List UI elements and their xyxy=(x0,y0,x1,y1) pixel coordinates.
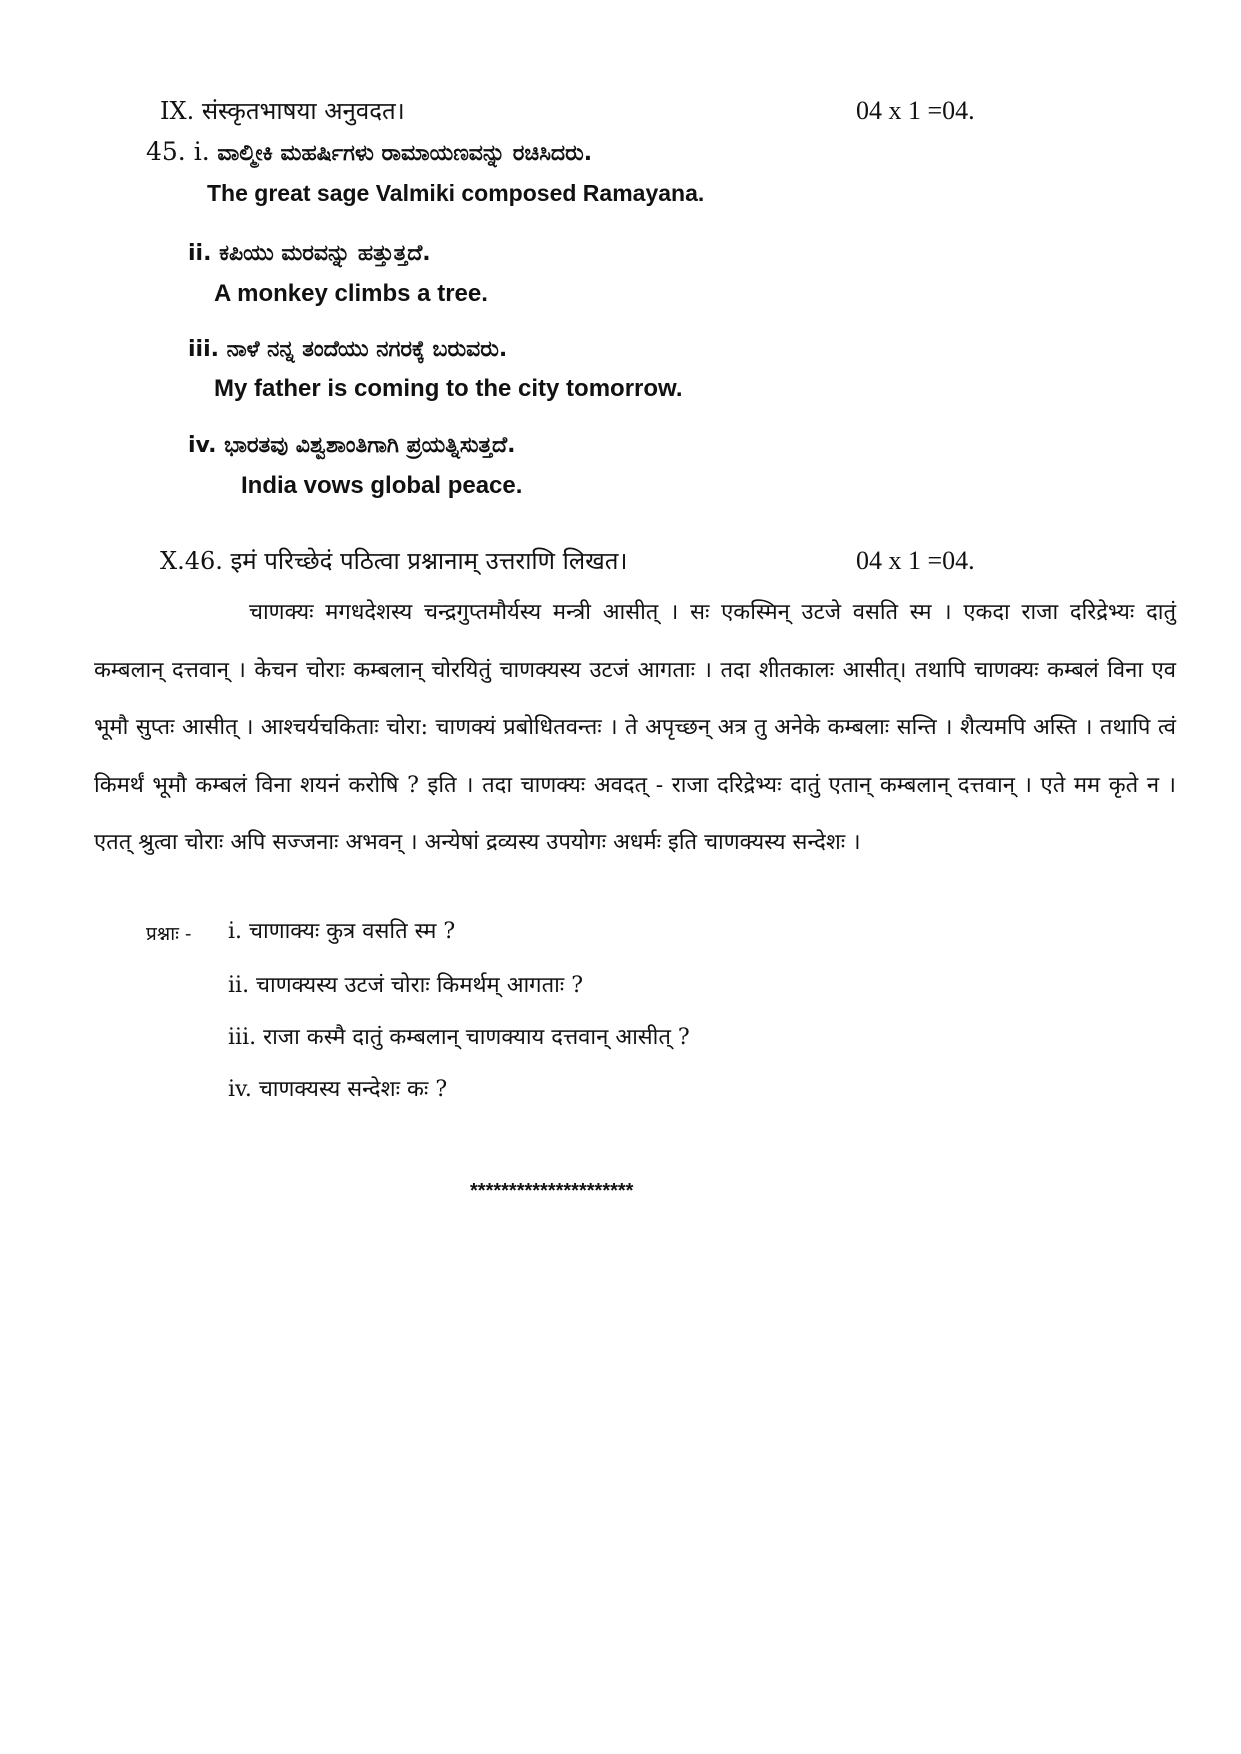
question-3: iii. राजा कस्मै दातुं कम्बलान् चाणक्याय दत्तवान् आसीत् ? xyxy=(228,1025,690,1050)
q45-item-3 xyxy=(188,334,507,366)
q45-item-2-english: A monkey climbs a tree. xyxy=(214,280,488,307)
q45-item-2 xyxy=(188,238,431,270)
section-x-heading: X.46. इमं परिच्छेदं पठित्वा प्रश्नानाम् उत्तराणि लिखत। xyxy=(160,547,628,575)
q45-item-1-english: The great sage Valmiki composed Ramayana. xyxy=(207,180,705,206)
section-ix-marks: 04 x 1 =04. xyxy=(856,96,975,125)
question-2: ii. चाणक्यस्य उटजं चोराः किमर्थम् आगताः ? xyxy=(228,973,584,998)
section-x-marks: 04 x 1 =04. xyxy=(856,546,975,575)
section-ix-heading: IX. संस्कृतभाषया अनुवदत। xyxy=(160,97,405,125)
q45-item-4-english: India vows global peace. xyxy=(241,472,523,499)
comprehension-passage: चाणक्यः मगधदेशस्य चन्द्रगुप्तमौर्यस्य मन्त्री आसीत् । सः एकस्मिन् उटजे वसति स्म । एकदा राजा दरिद्रेभ्यः दातुं कम्बलान् दत्तवान् । केचन चोराः कम्बलान् चोरयितुं चाणक्यस्य उटजं आगताः । तदा शीतकालः आसीत्। तथापि चाणक्यः कम्बलं विना एव भूमौ सुप्तः आसीत् । आश्चर्यचकिताः चोरा: चाणक्यं प्रबोधितवन्तः । ते अपृच्छन् अत्र तु अनेके कम्बलाः सन्ति । शैत्यमपि अस्ति । तथापि त्वं किमर्थं भूमौ कम्बलं विना शयनं करोषि ? इति । तदा चाणक्यः अवदत् - राजा दरिद्रेभ्यः दातुं एतान् कम्बलान् दत्तवान् । एते मम कृते न । एतत् श्रुत्वा चोराः अपि सज्जनाः अभवन् । अन्येषां द्रव्यस्य उपयोगः अधर्मः इति चाणक्यस्य सन्देशः । xyxy=(94,600,1176,855)
q45-item-1-label: 45. i. xyxy=(146,137,210,166)
q45-item-3-label: iii. xyxy=(188,337,219,362)
q45-item-2-label: ii. xyxy=(188,241,212,266)
q45-item-2-kannada: ಕಪಿಯು ಮರವನ್ನು ಹತ್ತುತ್ತದೆ. xyxy=(219,241,431,266)
q45-item-4-kannada: ಭಾರತವು ವಿಶ್ವಶಾಂತಿಗಾಗಿ ಪ್ರಯತ್ನಿಸುತ್ತದೆ. xyxy=(224,433,516,458)
q45-item-1-kannada: ವಾಲ್ಮೀಕಿ ಮಹರ್ಷಿಗಳು ರಾಮಾಯಣವನ್ನು ರಚಿಸಿದರು. xyxy=(217,141,593,166)
question-1: i. चाणाक्यः कुत्र वसति स्म ? xyxy=(228,919,456,944)
q45-item-4 xyxy=(188,430,516,462)
q45-item-4-label: iv. xyxy=(188,433,217,458)
q45-item-1 xyxy=(146,136,592,170)
q45-item-3-kannada: ನಾಳೆ ನನ್ನ ತಂದೆಯು ನಗರಕ್ಕೆ ಬರುವರು. xyxy=(226,337,508,362)
q45-item-3-english: My father is coming to the city tomorrow. xyxy=(214,375,683,402)
end-of-paper-stars: ********************* xyxy=(470,1180,634,1202)
question-4: iv. चाणक्यस्य सन्देशः कः ? xyxy=(228,1077,448,1102)
questions-label: प्रश्नाः - xyxy=(146,923,192,945)
